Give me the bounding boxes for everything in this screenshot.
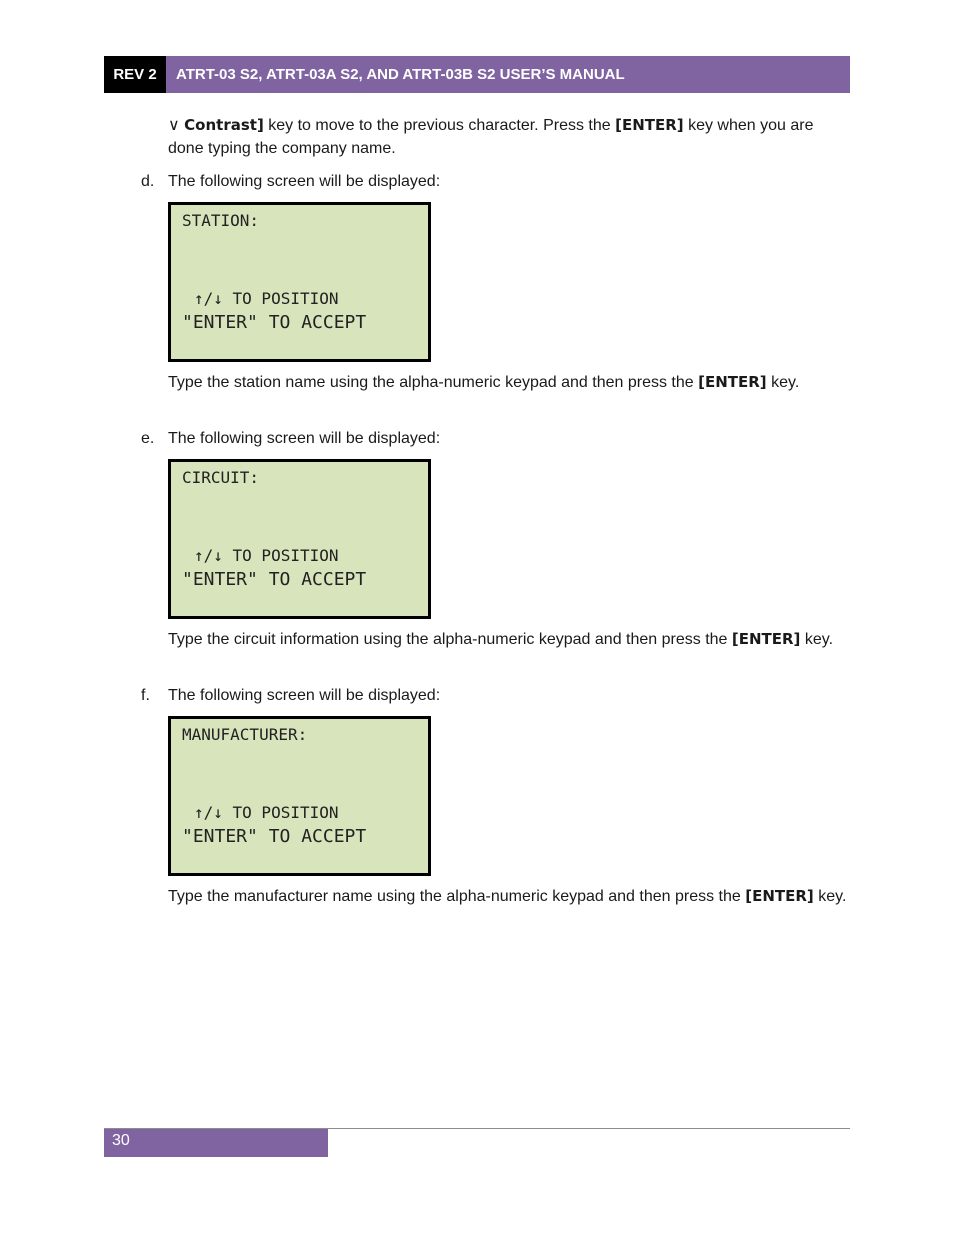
intro-text: key to move to the previous character. Press the bbox=[263, 117, 616, 134]
lcd-line-1: CIRCUIT: bbox=[182, 468, 260, 487]
instruction-text: Type the manufacturer name using the alpha-numeric keypad and then press the bbox=[168, 888, 746, 905]
lcd-line-1: MANUFACTURER: bbox=[182, 725, 308, 744]
lcd-screen-manufacturer bbox=[168, 716, 431, 876]
lcd-line-3: ↑/↓ TO POSITION bbox=[194, 546, 339, 565]
instruction-text-end: key. bbox=[800, 631, 834, 648]
step-e bbox=[141, 427, 841, 450]
contrast-key-label: Contrast] bbox=[184, 116, 264, 134]
manual-title: ATRT-03 S2, ATRT-03A S2, AND ATRT-03B S2 USER’S MANUAL bbox=[166, 56, 850, 93]
instruction-text: Type the circuit information using the alpha-numeric keypad and then press the bbox=[168, 631, 732, 648]
step-letter: f. bbox=[141, 687, 150, 704]
enter-key-label: [ENTER] bbox=[731, 630, 801, 648]
instruction-text-end: key. bbox=[766, 374, 800, 391]
lcd-line-1: STATION: bbox=[182, 211, 260, 230]
page-number: 30 bbox=[104, 1129, 328, 1157]
down-symbol: ∨ bbox=[168, 117, 180, 134]
lcd-line-4: "ENTER" TO ACCEPT bbox=[182, 569, 367, 590]
page-header bbox=[104, 56, 850, 93]
step-e-instruction bbox=[168, 628, 848, 651]
lcd-line-3: ↑/↓ TO POSITION bbox=[194, 289, 339, 308]
lcd-line-3: ↑/↓ TO POSITION bbox=[194, 803, 339, 822]
lcd-screen-station bbox=[168, 202, 431, 362]
step-letter: d. bbox=[141, 173, 155, 190]
instruction-text-end: key. bbox=[813, 888, 847, 905]
instruction-text: Type the station name using the alpha-numeric keypad and then press the bbox=[168, 374, 699, 391]
enter-key-label: [ENTER] bbox=[615, 116, 684, 134]
step-text: The following screen will be displayed: bbox=[168, 687, 441, 704]
enter-key-label: [ENTER] bbox=[698, 373, 767, 391]
step-d bbox=[141, 170, 841, 193]
lcd-screen-circuit bbox=[168, 459, 431, 619]
intro-paragraph bbox=[168, 114, 848, 160]
lcd-line-4: "ENTER" TO ACCEPT bbox=[182, 826, 367, 847]
step-f-instruction bbox=[168, 885, 848, 908]
step-letter: e. bbox=[141, 430, 155, 447]
step-f bbox=[141, 684, 841, 707]
intro-text-end: key when you are done typing the company name. bbox=[168, 117, 814, 157]
step-text: The following screen will be displayed: bbox=[168, 430, 441, 447]
step-d-instruction bbox=[168, 371, 848, 394]
enter-key-label: [ENTER] bbox=[745, 887, 814, 905]
lcd-line-4: "ENTER" TO ACCEPT bbox=[182, 312, 367, 333]
step-text: The following screen will be displayed: bbox=[168, 173, 441, 190]
revision-label: REV 2 bbox=[104, 56, 166, 93]
